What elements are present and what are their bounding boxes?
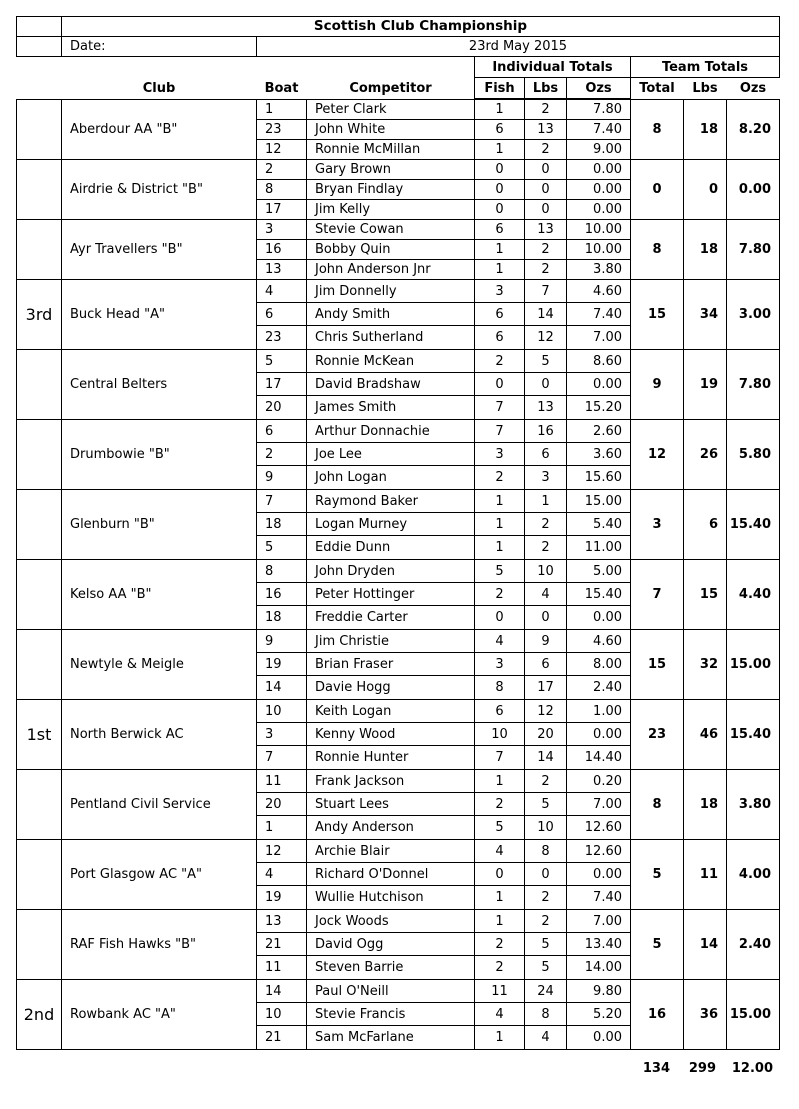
competitor-name: John White (306, 119, 475, 140)
competitor-name: James Smith (306, 395, 475, 420)
lbs-value: 13 (524, 119, 567, 140)
boat-number: 1 (256, 99, 307, 120)
place-cell (16, 159, 62, 220)
club-name: Glenburn "B" (61, 489, 257, 560)
boat-number: 13 (256, 259, 307, 280)
competitor-name: John Anderson Jnr (306, 259, 475, 280)
team-total-fish: 23 (630, 699, 684, 770)
team-total-header: Total (639, 81, 675, 96)
fish-count: 1 (474, 239, 525, 260)
fish-count: 1 (474, 535, 525, 560)
lbs-value: 5 (524, 955, 567, 980)
boat-number: 6 (256, 419, 307, 443)
lbs-value: 5 (524, 349, 567, 373)
club-name: Buck Head "A" (61, 279, 257, 350)
lbs-value: 6 (524, 442, 567, 466)
team-total-fish: 9 (630, 349, 684, 420)
fish-count: 5 (474, 559, 525, 583)
boat-number: 8 (256, 559, 307, 583)
boat-number: 5 (256, 349, 307, 373)
ozs-value: 4.60 (566, 629, 631, 653)
boat-number: 11 (256, 955, 307, 980)
competitor-name: Jim Donnelly (306, 279, 475, 303)
lbs-value: 17 (524, 675, 567, 700)
boat-number: 16 (256, 239, 307, 260)
boat-number: 18 (256, 512, 307, 536)
competitor-name: Richard O'Donnel (306, 862, 475, 886)
club-name: Newtyle & Meigle (61, 629, 257, 700)
date-label: Date: (61, 36, 257, 57)
date-left-cell (16, 36, 62, 57)
team-total-ozs: 5.80 (726, 419, 780, 490)
club-name: Rowbank AC "A" (61, 979, 257, 1050)
lbs-value: 14 (524, 745, 567, 770)
fish-count: 3 (474, 279, 525, 303)
competitor-name: Stuart Lees (306, 792, 475, 816)
date-value: 23rd May 2015 (256, 36, 780, 57)
lbs-value: 2 (524, 909, 567, 933)
lbs-value: 16 (524, 419, 567, 443)
team-lbs-header: Lbs (692, 81, 718, 96)
club-name: Port Glasgow AC "A" (61, 839, 257, 910)
fish-count: 0 (474, 862, 525, 886)
competitor-header: Competitor (349, 81, 432, 96)
fish-count: 7 (474, 419, 525, 443)
grand-total-ozs: 12.00 (731, 1060, 773, 1076)
competitor-name: Joe Lee (306, 442, 475, 466)
boat-number: 9 (256, 629, 307, 653)
competitor-name: Logan Murney (306, 512, 475, 536)
lbs-value: 1 (524, 489, 567, 513)
ozs-value: 7.40 (566, 119, 631, 140)
competitor-name: Davie Hogg (306, 675, 475, 700)
ozs-value: 10.00 (566, 239, 631, 260)
fish-count: 1 (474, 99, 525, 120)
ozs-value: 7.00 (566, 325, 631, 350)
fish-count: 1 (474, 489, 525, 513)
team-total-lbs: 18 (683, 99, 727, 160)
lbs-value: 7 (524, 279, 567, 303)
competitor-name: Raymond Baker (306, 489, 475, 513)
team-total-ozs: 15.40 (726, 489, 780, 560)
team-total-ozs: 2.40 (726, 909, 780, 980)
boat-number: 14 (256, 979, 307, 1003)
lbs-value: 4 (524, 1025, 567, 1050)
team-total-lbs: 32 (683, 629, 727, 700)
fish-count: 2 (474, 792, 525, 816)
ozs-value: 0.00 (566, 722, 631, 746)
team-total-fish: 5 (630, 839, 684, 910)
competitor-name: Peter Hottinger (306, 582, 475, 606)
team-total-fish: 8 (630, 99, 684, 160)
title-left-cell (16, 16, 62, 37)
grand-total-lbs: 299 (688, 1060, 716, 1076)
team-total-fish: 7 (630, 559, 684, 630)
boat-number: 23 (256, 119, 307, 140)
team-total-ozs: 15.40 (726, 699, 780, 770)
place-cell (16, 219, 62, 280)
fish-header: Fish (474, 77, 525, 99)
ozs-value: 15.40 (566, 582, 631, 606)
fish-count: 6 (474, 119, 525, 140)
fish-count: 2 (474, 349, 525, 373)
ozs-value: 11.00 (566, 535, 631, 560)
boat-number: 17 (256, 199, 307, 220)
place-cell (16, 559, 62, 630)
ozs-value: 15.60 (566, 465, 631, 490)
lbs-value: 8 (524, 839, 567, 863)
fish-count: 4 (474, 1002, 525, 1026)
fish-count: 7 (474, 745, 525, 770)
lbs-value: 13 (524, 219, 567, 240)
lbs-value: 0 (524, 179, 567, 200)
ozs-value: 0.00 (566, 605, 631, 630)
place-cell (16, 419, 62, 490)
lbs-value: 2 (524, 259, 567, 280)
team-total-lbs: 46 (683, 699, 727, 770)
fish-count: 2 (474, 932, 525, 956)
fish-count: 8 (474, 675, 525, 700)
team-total-lbs: 34 (683, 279, 727, 350)
lbs-value: 0 (524, 159, 567, 180)
team-total-ozs: 4.40 (726, 559, 780, 630)
ozs-value: 14.00 (566, 955, 631, 980)
competitor-name: Andy Smith (306, 302, 475, 326)
competitor-name: Bryan Findlay (306, 179, 475, 200)
team-ozs-header: Ozs (739, 81, 767, 96)
lbs-value: 2 (524, 769, 567, 793)
ozs-value: 7.80 (566, 99, 631, 120)
fish-count: 6 (474, 302, 525, 326)
team-total-lbs: 11 (683, 839, 727, 910)
competitor-name: John Logan (306, 465, 475, 490)
club-header: Club (142, 81, 176, 96)
ozs-value: 2.40 (566, 675, 631, 700)
fish-count: 7 (474, 395, 525, 420)
lbs-value: 10 (524, 559, 567, 583)
team-total-ozs: 15.00 (726, 979, 780, 1050)
club-name: Central Belters (61, 349, 257, 420)
club-name: Pentland Civil Service (61, 769, 257, 840)
fish-count: 0 (474, 372, 525, 396)
competitor-name: Bobby Quin (306, 239, 475, 260)
ozs-value: 5.40 (566, 512, 631, 536)
ozs-value: 0.00 (566, 1025, 631, 1050)
competitor-name: Sam McFarlane (306, 1025, 475, 1050)
lbs-value: 10 (524, 815, 567, 840)
competitor-name: Jim Christie (306, 629, 475, 653)
competitor-name: Wullie Hutchison (306, 885, 475, 910)
ozs-value: 7.40 (566, 885, 631, 910)
ozs-value: 0.20 (566, 769, 631, 793)
ozs-value: 2.60 (566, 419, 631, 443)
boat-number: 13 (256, 909, 307, 933)
competitor-name: Chris Sutherland (306, 325, 475, 350)
lbs-value: 2 (524, 239, 567, 260)
team-total-lbs: 19 (683, 349, 727, 420)
ozs-value: 15.00 (566, 489, 631, 513)
competitor-name: Steven Barrie (306, 955, 475, 980)
boat-number: 10 (256, 1002, 307, 1026)
fish-count: 2 (474, 955, 525, 980)
place-cell: 1st (16, 699, 62, 770)
fish-count: 1 (474, 512, 525, 536)
competitor-name: Ronnie McKean (306, 349, 475, 373)
lbs-value: 2 (524, 139, 567, 160)
ozs-value: 8.00 (566, 652, 631, 676)
competitor-name: Kenny Wood (306, 722, 475, 746)
boat-number: 2 (256, 159, 307, 180)
boat-number: 21 (256, 1025, 307, 1050)
lbs-value: 0 (524, 372, 567, 396)
team-total-fish: 16 (630, 979, 684, 1050)
fish-count: 11 (474, 979, 525, 1003)
team-total-ozs: 3.00 (726, 279, 780, 350)
boat-number: 20 (256, 792, 307, 816)
team-total-lbs: 18 (683, 219, 727, 280)
ozs-value: 9.00 (566, 139, 631, 160)
fish-count: 1 (474, 1025, 525, 1050)
lbs-value: 8 (524, 1002, 567, 1026)
place-cell (16, 349, 62, 420)
lbs-value: 14 (524, 302, 567, 326)
fish-count: 2 (474, 465, 525, 490)
boat-number: 7 (256, 745, 307, 770)
team-totals-header: Team Totals (630, 56, 780, 78)
competitor-name: David Ogg (306, 932, 475, 956)
lbs-value: 6 (524, 652, 567, 676)
boat-number: 17 (256, 372, 307, 396)
ozs-value: 5.20 (566, 1002, 631, 1026)
ozs-value: 13.40 (566, 932, 631, 956)
ozs-value: 15.20 (566, 395, 631, 420)
fish-count: 6 (474, 219, 525, 240)
boat-number: 9 (256, 465, 307, 490)
boat-number: 3 (256, 219, 307, 240)
boat-number: 5 (256, 535, 307, 560)
ozs-value: 0.00 (566, 179, 631, 200)
boat-number: 21 (256, 932, 307, 956)
fish-count: 0 (474, 159, 525, 180)
team-total-fish: 5 (630, 909, 684, 980)
lbs-value: 5 (524, 792, 567, 816)
fish-count: 0 (474, 605, 525, 630)
team-total-fish: 3 (630, 489, 684, 560)
lbs-value: 5 (524, 932, 567, 956)
boat-number: 23 (256, 325, 307, 350)
boat-number: 14 (256, 675, 307, 700)
competitor-name: Ronnie Hunter (306, 745, 475, 770)
fish-count: 0 (474, 199, 525, 220)
ozs-value: 3.60 (566, 442, 631, 466)
fish-count: 4 (474, 839, 525, 863)
club-name: Aberdour AA "B" (61, 99, 257, 160)
ozs-value: 3.80 (566, 259, 631, 280)
team-total-fish: 12 (630, 419, 684, 490)
boat-number: 18 (256, 605, 307, 630)
team-total-ozs: 15.00 (726, 629, 780, 700)
lbs-value: 2 (524, 535, 567, 560)
competitor-name: Jim Kelly (306, 199, 475, 220)
fish-count: 3 (474, 652, 525, 676)
boat-number: 3 (256, 722, 307, 746)
ozs-value: 8.60 (566, 349, 631, 373)
lbs-value: 2 (524, 885, 567, 910)
ozs-value: 12.60 (566, 815, 631, 840)
place-cell (16, 629, 62, 700)
fish-count: 1 (474, 259, 525, 280)
club-name: Airdrie & District "B" (61, 159, 257, 220)
team-total-fish: 8 (630, 219, 684, 280)
competitor-name: Stevie Francis (306, 1002, 475, 1026)
place-cell (16, 489, 62, 560)
team-total-lbs: 36 (683, 979, 727, 1050)
competitor-name: John Dryden (306, 559, 475, 583)
place-cell: 3rd (16, 279, 62, 350)
boat-number: 8 (256, 179, 307, 200)
team-total-ozs: 4.00 (726, 839, 780, 910)
lbs-value: 9 (524, 629, 567, 653)
lbs-value: 12 (524, 699, 567, 723)
lbs-value: 20 (524, 722, 567, 746)
lbs-header: Lbs (524, 77, 567, 99)
ozs-value: 4.60 (566, 279, 631, 303)
boat-number: 12 (256, 139, 307, 160)
boat-number: 11 (256, 769, 307, 793)
boat-number: 1 (256, 815, 307, 840)
ozs-value: 7.00 (566, 792, 631, 816)
ozs-value: 7.40 (566, 302, 631, 326)
team-total-ozs: 7.80 (726, 219, 780, 280)
competitor-name: Peter Clark (306, 99, 475, 120)
club-name: RAF Fish Hawks "B" (61, 909, 257, 980)
lbs-value: 0 (524, 862, 567, 886)
competitor-name: Freddie Carter (306, 605, 475, 630)
team-total-lbs: 18 (683, 769, 727, 840)
ozs-value: 0.00 (566, 862, 631, 886)
competitor-name: Gary Brown (306, 159, 475, 180)
boat-number: 7 (256, 489, 307, 513)
sheet-title: Scottish Club Championship (61, 16, 780, 37)
lbs-value: 4 (524, 582, 567, 606)
place-cell: 2nd (16, 979, 62, 1050)
lbs-value: 3 (524, 465, 567, 490)
competitor-name: Archie Blair (306, 839, 475, 863)
place-cell (16, 769, 62, 840)
club-name: Drumbowie "B" (61, 419, 257, 490)
fish-count: 4 (474, 629, 525, 653)
boat-number: 2 (256, 442, 307, 466)
boat-number: 12 (256, 839, 307, 863)
lbs-value: 0 (524, 605, 567, 630)
competitor-name: Paul O'Neill (306, 979, 475, 1003)
competitor-name: Andy Anderson (306, 815, 475, 840)
team-total-lbs: 15 (683, 559, 727, 630)
boat-number: 6 (256, 302, 307, 326)
ozs-value: 10.00 (566, 219, 631, 240)
boat-number: 4 (256, 862, 307, 886)
competitor-name: Ronnie McMillan (306, 139, 475, 160)
boat-number: 10 (256, 699, 307, 723)
ozs-value: 5.00 (566, 559, 631, 583)
fish-count: 2 (474, 582, 525, 606)
competitor-name: Keith Logan (306, 699, 475, 723)
team-total-fish: 15 (630, 629, 684, 700)
boat-number: 19 (256, 885, 307, 910)
fish-count: 1 (474, 769, 525, 793)
fish-count: 5 (474, 815, 525, 840)
ozs-value: 14.40 (566, 745, 631, 770)
competitor-name: Frank Jackson (306, 769, 475, 793)
competitor-name: Brian Fraser (306, 652, 475, 676)
fish-count: 10 (474, 722, 525, 746)
ozs-value: 7.00 (566, 909, 631, 933)
ozs-value: 12.60 (566, 839, 631, 863)
team-total-lbs: 6 (683, 489, 727, 560)
competitor-name: Stevie Cowan (306, 219, 475, 240)
team-total-fish: 0 (630, 159, 684, 220)
lbs-value: 13 (524, 395, 567, 420)
fish-count: 1 (474, 909, 525, 933)
team-total-fish: 8 (630, 769, 684, 840)
lbs-value: 0 (524, 199, 567, 220)
team-total-ozs: 3.80 (726, 769, 780, 840)
team-total-fish: 15 (630, 279, 684, 350)
competitor-name: Jock Woods (306, 909, 475, 933)
competitor-name: David Bradshaw (306, 372, 475, 396)
ozs-value: 0.00 (566, 159, 631, 180)
club-name: Ayr Travellers "B" (61, 219, 257, 280)
team-total-ozs: 7.80 (726, 349, 780, 420)
grand-total-fish: 134 (642, 1060, 670, 1076)
place-cell (16, 99, 62, 160)
boat-number: 16 (256, 582, 307, 606)
fish-count: 6 (474, 699, 525, 723)
ozs-value: 0.00 (566, 372, 631, 396)
ozs-header: Ozs (566, 77, 631, 99)
lbs-value: 24 (524, 979, 567, 1003)
individual-totals-header: Individual Totals (474, 56, 631, 78)
fish-count: 6 (474, 325, 525, 350)
place-cell (16, 909, 62, 980)
fish-count: 0 (474, 179, 525, 200)
lbs-value: 2 (524, 512, 567, 536)
lbs-value: 2 (524, 99, 567, 120)
fish-count: 1 (474, 885, 525, 910)
competitor-name: Arthur Donnachie (306, 419, 475, 443)
club-name: North Berwick AC (61, 699, 257, 770)
boat-number: 4 (256, 279, 307, 303)
boat-number: 19 (256, 652, 307, 676)
place-cell (16, 839, 62, 910)
boat-header: Boat (264, 81, 299, 96)
team-total-lbs: 0 (683, 159, 727, 220)
team-total-ozs: 8.20 (726, 99, 780, 160)
ozs-value: 0.00 (566, 199, 631, 220)
ozs-value: 9.80 (566, 979, 631, 1003)
fish-count: 1 (474, 139, 525, 160)
club-name: Kelso AA "B" (61, 559, 257, 630)
boat-number: 20 (256, 395, 307, 420)
team-total-ozs: 0.00 (726, 159, 780, 220)
competitor-name: Eddie Dunn (306, 535, 475, 560)
team-total-lbs: 26 (683, 419, 727, 490)
ozs-value: 1.00 (566, 699, 631, 723)
lbs-value: 12 (524, 325, 567, 350)
team-total-lbs: 14 (683, 909, 727, 980)
fish-count: 3 (474, 442, 525, 466)
